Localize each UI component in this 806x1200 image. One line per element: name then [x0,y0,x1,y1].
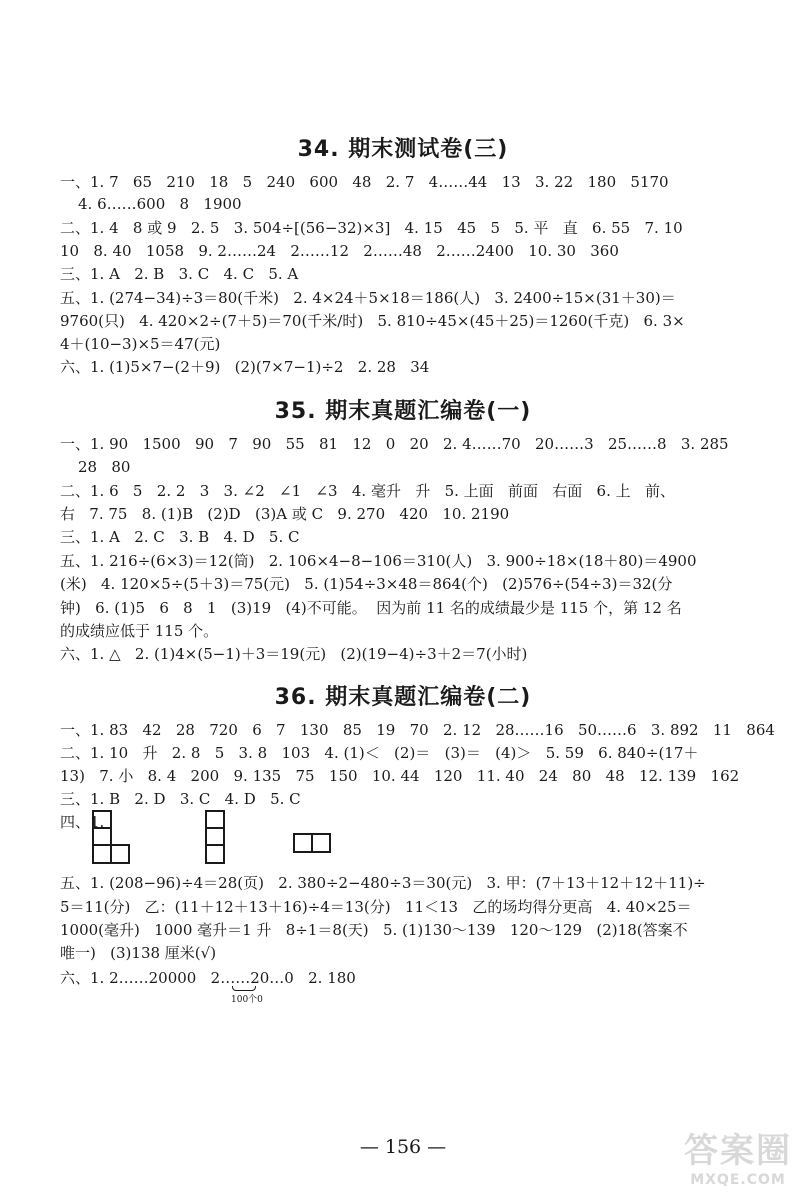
watermark-logo [684,1123,792,1188]
text-line: 二、1. 10 升 2. 8 5 3. 8 103 4. (1)＜ (2)＝ (3)＝ (4)＞ 5. 59 6. 840÷(17＋ [60,744,699,762]
text-line: 五、1. (274−34)÷3＝80(千米) 2. 4×24＋5×18＝186(人) 3. 2400÷15×(31＋30)＝ [60,289,676,307]
underbrace-mark [232,986,256,991]
text-line: 二、1. 6 5 2. 2 3 3. ∠2 ∠1 ∠3 4. 毫升 升 5. 上面 前面 右面 6. 上 前、 [60,482,675,500]
text-line: 二、1. 4 8 或 9 2. 5 3. 504÷[(56−32)×3] 4. 15 45 5 5. 平 直 6. 55 7. 10 [60,219,683,237]
text-line: 5＝11(分) 乙：(11＋12＋13＋16)÷4＝13(分) 11＜13 乙的场均得分更高 4. 40×25＝ [60,898,692,916]
text-line: 五、1. (208−96)÷4＝28(页) 2. 380÷2−480÷3＝30(元) 3. 甲：(7＋13＋12＋12＋11)÷ [60,874,706,892]
brace-note: 100个0 [231,995,263,1005]
text-line: 三、1. B 2. D 3. C 4. D 5. C [60,790,301,808]
text-line: 9760(只) 4. 420×2÷(7＋5)＝70(千米/时) 5. 810÷45×(45＋25)＝1260(千克) 6. 3× [60,312,685,330]
text-line: 13) 7. 小 8. 4 200 9. 135 75 150 10. 44 120 11. 40 24 80 48 12. 139 162 [60,767,740,785]
text-line: 钟) 6. (1)5 6 8 1 (3)19 (4)不可能。 因为前 11 名的成绩最少是 115 个，第 12 名 [60,599,682,617]
watermark-bottom: MXQE.COM [690,1172,786,1188]
text-line: 一、1. 90 1500 90 7 90 55 81 12 0 20 2. 4……70 20……3 25……8 3. 285 [60,435,729,453]
text-line: 六、1. (1)5×7−(2＋9) (2)(7×7−1)÷2 2. 28 34 [60,358,430,376]
text-line: 一、1. 83 42 28 720 6 7 130 85 19 70 2. 12 28……16 50……6 3. 892 11 864 [60,721,775,739]
watermark-top: 答案圈 [684,1131,792,1171]
view-figure-3 [293,833,333,855]
text-line: 4. 6……600 8 1900 [78,195,242,213]
text-line: 一、1. 7 65 210 18 5 240 600 48 2. 7 4……44 13 3. 22 180 5170 [60,173,669,191]
text-line: (米) 4. 120×5÷(5＋3)＝75(元) 5. (1)54÷3×48＝864(个) (2)576÷(54÷3)＝32(分 [60,575,673,593]
text-line: 唯一) (3)138 厘米(√) [60,944,217,962]
section-35-title: 35. 期末真题汇编卷(一) [274,399,532,424]
text-line: 三、1. A 2. C 3. B 4. D 5. C [60,528,300,546]
text-line: 五、1. 216÷(6×3)＝12(筒) 2. 106×4−8−106＝310(人) 3. 900÷18×(18＋80)＝4900 [60,552,697,570]
text-line: 六、1. 2……20000 2……20…0 2. 180 [60,969,356,987]
text-line: 三、1. A 2. B 3. C 4. C 5. A [60,265,299,283]
view-figure-1 [92,810,132,866]
page-number: — 156 — [359,1136,447,1158]
section-34-title: 34. 期末测试卷(三) [297,137,509,162]
text-line: 的成绩应低于 115 个。 [60,622,219,640]
text-line: 四、1. [60,813,105,831]
view-figure-2 [205,810,227,866]
text-line: 10 8. 40 1058 9. 2……24 2……12 2……48 2……2400 10. 30 360 [60,242,619,260]
text-line: 4＋(10−3)×5＝47(元) [60,335,221,353]
text-line: 28 80 [78,458,131,476]
section-36-title: 36. 期末真题汇编卷(二) [274,685,532,710]
text-line: 右 7. 75 8. (1)B (2)D (3)A 或 C 9. 270 420 10. 2190 [60,505,510,523]
text-line: 六、1. △ 2. (1)4×(5−1)＋3＝19(元) (2)(19−4)÷3＋2＝7(小时) [60,645,528,663]
text-line: 1000(毫升) 1000 毫升＝1 升 8÷1＝8(天) 5. (1)130～139 120～129 (2)18(答案不 [60,921,688,939]
